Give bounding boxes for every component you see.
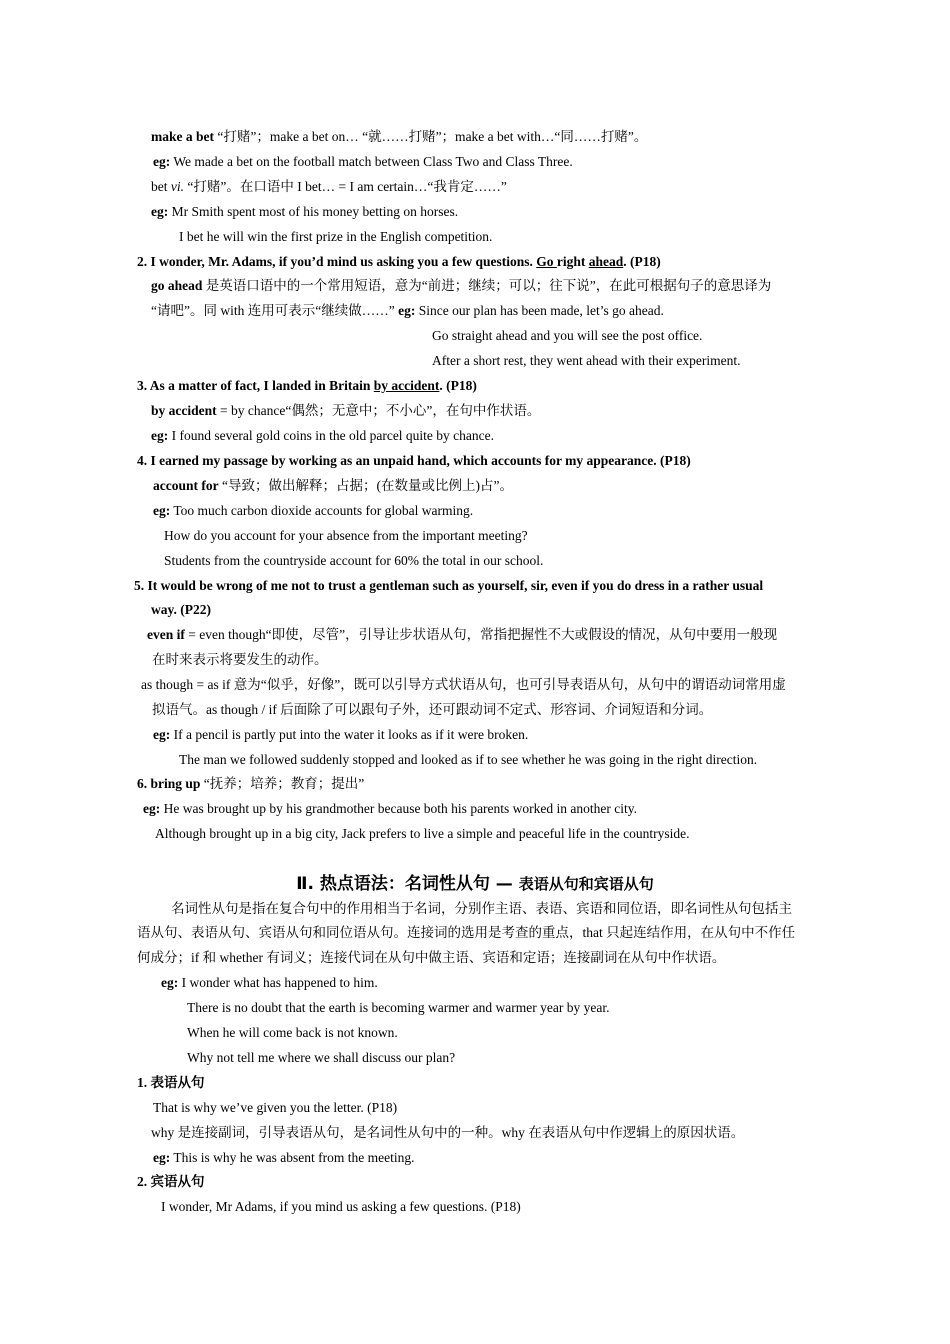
example-line: I wonder, Mr Adams, if you mind us asking a few questions. (P18) [161,1199,521,1214]
paragraph-line: 何成分；if 和 whether 有词义；连接代词在从句中做主语、宾语和定语；连接副词在从句中作状语。 [137,950,726,965]
paragraph-line: 名词性从句是指在复合句中的作用相当于名词，分别作主语、表语、宾语和同位语，即名词性从句包括主 [171,901,792,916]
explanation-by-accident: by accident = by chance“偶然；无意中；不小心”，在句中作状语。 [151,403,541,418]
item-6-heading: 6. bring up “抚养；培养；教育；提出” [137,776,365,791]
example-line: There is no doubt that the earth is becoming warmer and warmer year by year. [187,1000,610,1015]
item-3-heading: 3. As a matter of fact, I landed in Britain by accident. (P18) [137,378,477,393]
explanation-as-though: as though = as if 意为“似乎，好像”，既可以引导方式状语从句，也可引导表语从句，从句中的谓语动词常用虚 [141,677,786,692]
example-line: That is why we’ve given you the letter. (P18) [153,1100,398,1115]
example-line: The man we followed suddenly stopped and looked as if to see whether he was going in the right direction. [179,752,758,767]
example-line: eg: I wonder what has happened to him. [161,975,378,990]
example-line: eg: This is why he was absent from the meeting. [153,1150,415,1165]
paragraph-line: why 是连接副词，引导表语从句，是名词性从句中的一种。why 在表语从句中作逻辑上的原因状语。 [151,1125,745,1140]
example-line: eg: I found several gold coins in the old parcel quite by chance. [151,428,495,443]
example-line: Students from the countryside account for 60% the total in our school. [164,553,544,568]
explanation-even-if: even if = even though“即使，尽管”，引导让步状语从句，常指把握性不大或假设的情况，从句中要用一般现 [147,627,778,642]
item-5-heading-cont: way. (P22) [151,602,211,617]
explanation-go-ahead-cont: “请吧”。同 with 连用可表示“继续做……” eg: Since our plan has been made, let’s go ahead. [151,303,664,318]
item-5-heading: 5. It would be wrong of me not to trust a gentleman such as yourself, sir, even if you do dress in a rather usual [134,578,764,593]
example-line: I bet he will win the first prize in the English competition. [179,229,493,244]
example-line: eg: Mr Smith spent most of his money betting on horses. [151,204,459,219]
phrase-make-a-bet: make a bet “打赌”；make a bet on… “就……打赌”；make a bet with…“同……打赌”。 [151,129,648,144]
item-2-heading: 2. I wonder, Mr. Adams, if you’d mind us asking you a few questions. Go right ahead. (P18) [137,254,661,269]
item-4-heading: 4. I earned my passage by working as an unpaid hand, which accounts for my appearance. (P18) [137,453,691,468]
explanation-even-if-cont: 在时来表示将要发生的动作。 [152,652,328,667]
example-line: How do you account for your absence from the important meeting? [164,528,528,543]
subsection-heading: 2. 宾语从句 [137,1174,205,1189]
example-line: eg: If a pencil is partly put into the water it looks as if it were broken. [153,727,529,742]
example-line: eg: Too much carbon dioxide accounts for global warming. [153,503,474,518]
section-heading: Ⅱ. 热点语法：名词性从句 — 表语从句和宾语从句 [296,874,654,894]
explanation-go-ahead: go ahead 是英语口语中的一个常用短语，意为“前进；继续；可以；往下说”，在此可根据句子的意思译为 [151,278,772,293]
explanation-as-though-cont: 拟语气。as though / if 后面除了可以跟句子外，还可跟动词不定式、形容词、介词短语和分词。 [152,702,713,717]
subsection-heading: 1. 表语从句 [137,1075,205,1090]
example-line: eg: He was brought up by his grandmother because both his parents worked in another city. [143,801,638,816]
example-line: After a short rest, they went ahead with their experiment. [432,353,741,368]
example-line: Go straight ahead and you will see the post office. [432,328,703,343]
example-line: Although brought up in a big city, Jack prefers to live a simple and peaceful life in the countryside. [155,826,690,841]
phrase-bet: bet vi. “打赌”。在口语中 I bet… = I am certain…“我肯定……” [151,179,507,194]
explanation-account-for: account for “导致；做出解释；占据；(在数量或比例上)占”。 [153,478,513,493]
example-line: When he will come back is not known. [187,1025,398,1040]
example-line: eg: We made a bet on the football match between Class Two and Class Three. [153,154,573,169]
example-line: Why not tell me where we shall discuss our plan? [187,1050,456,1065]
paragraph-line: 语从句、表语从句、宾语从句和同位语从句。连接词的选用是考查的重点，that 只起连结作用，在从句中不作任 [137,925,796,940]
